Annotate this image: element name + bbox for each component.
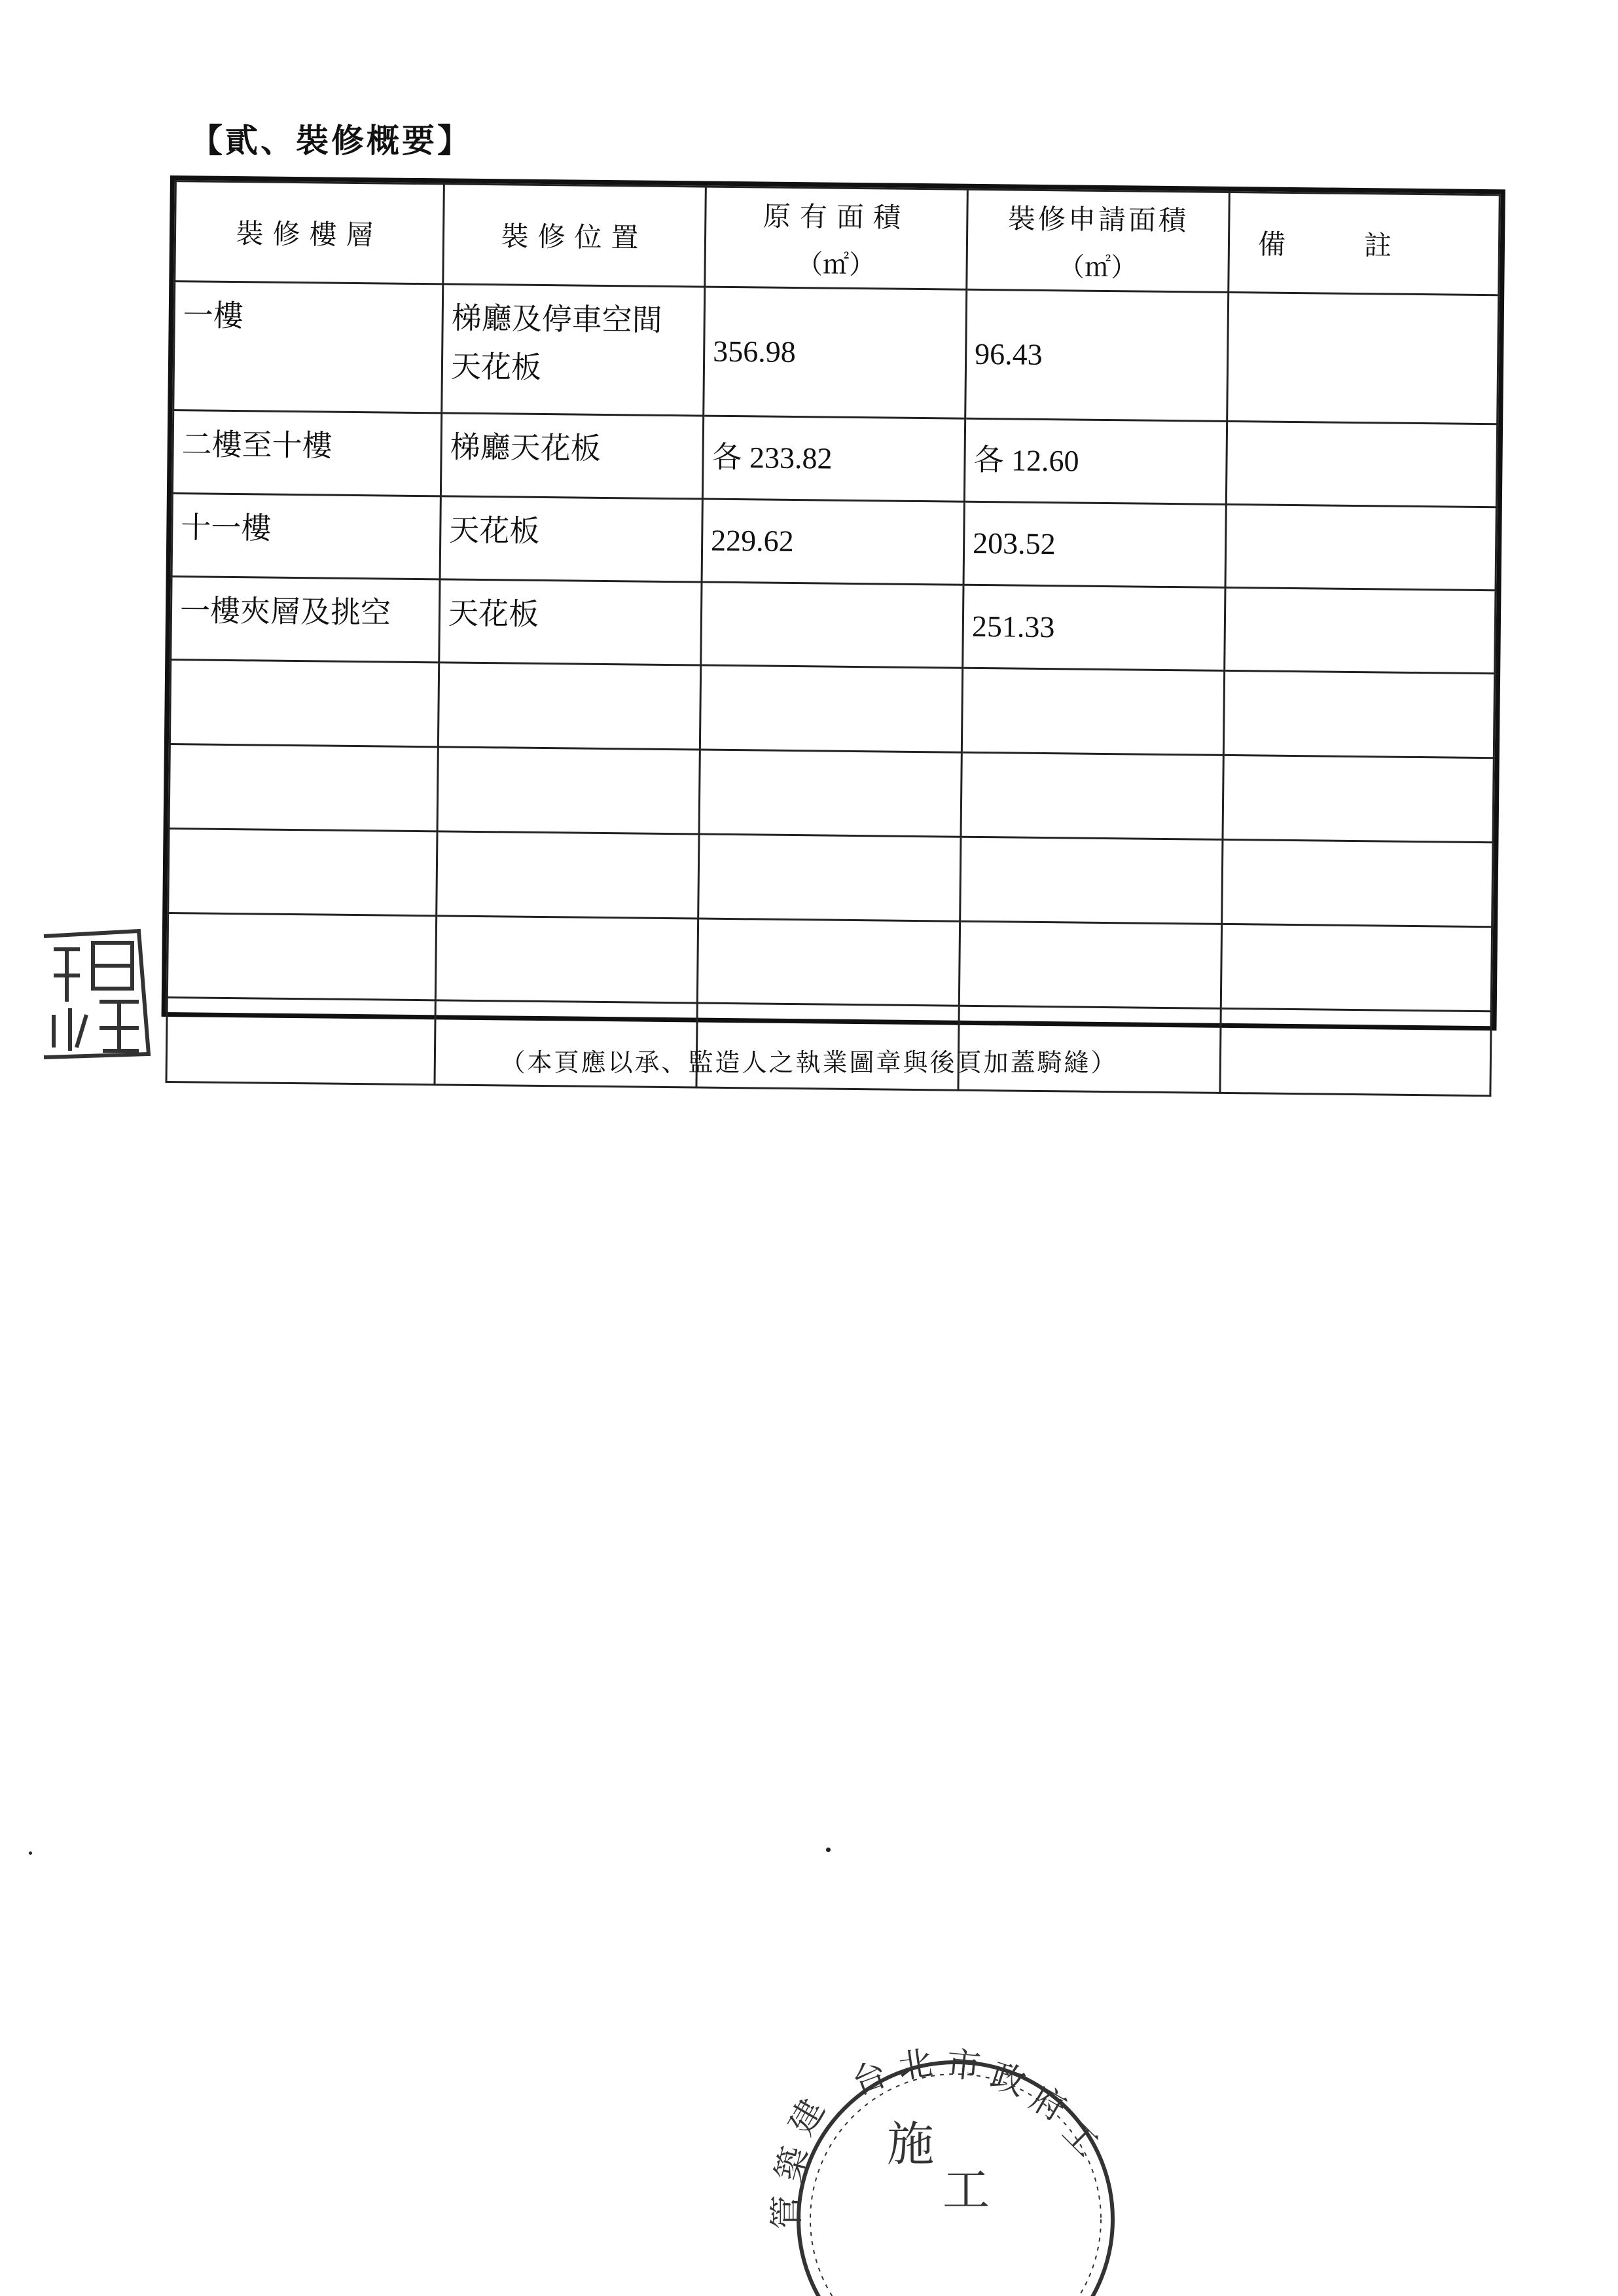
header-original-area-unit: （㎡） xyxy=(796,249,876,280)
header-floor: 裝修樓層 xyxy=(175,181,444,284)
cell-location-line: 梯廳及停車空間 xyxy=(451,300,663,338)
header-original-area xyxy=(705,187,968,289)
scan-speck xyxy=(29,1851,32,1855)
cell-location xyxy=(442,284,705,416)
svg-text:築: 築 xyxy=(768,2142,816,2186)
empty-table-row xyxy=(168,829,1493,927)
empty-cell xyxy=(961,752,1223,839)
empty-cell xyxy=(437,831,699,919)
cell-remarks xyxy=(1227,292,1499,424)
cell-floor: 二樓至十樓 xyxy=(172,410,441,496)
empty-cell xyxy=(699,750,962,837)
cell-location: 梯廳天花板 xyxy=(440,413,703,499)
empty-cell xyxy=(437,747,700,834)
cell-location: 天花板 xyxy=(439,579,702,665)
table-row xyxy=(171,577,1496,674)
svg-text:府: 府 xyxy=(1023,2078,1073,2130)
svg-text:工: 工 xyxy=(943,2162,990,2217)
svg-text:工: 工 xyxy=(1054,2112,1107,2164)
cell-remarks xyxy=(1225,587,1496,673)
scan-speck xyxy=(826,1848,831,1852)
empty-cell xyxy=(167,913,436,1000)
empty-cell xyxy=(697,919,960,1006)
header-original-area-label: 原有面積 xyxy=(763,199,910,234)
empty-cell xyxy=(959,921,1221,1008)
seam-seal-stamp xyxy=(41,923,152,1064)
header-remarks: 備註 xyxy=(1229,192,1500,295)
table-header-row xyxy=(175,181,1500,295)
cell-applied-area: 203.52 xyxy=(963,501,1226,587)
svg-text:建: 建 xyxy=(782,2092,833,2142)
empty-cell xyxy=(1222,839,1493,926)
svg-text:北: 北 xyxy=(895,2043,935,2087)
empty-cell xyxy=(960,837,1223,924)
cell-applied-area: 96.43 xyxy=(965,289,1229,421)
empty-cell xyxy=(1223,670,1494,757)
table-row xyxy=(171,494,1496,591)
header-applied-area xyxy=(967,189,1230,292)
svg-text:市: 市 xyxy=(944,2045,982,2087)
empty-cell xyxy=(170,660,439,747)
renovation-summary-table xyxy=(162,175,1505,1030)
empty-cell xyxy=(169,744,438,831)
empty-cell xyxy=(698,834,961,921)
cell-original-area: 356.98 xyxy=(704,287,967,418)
cell-floor: 一樓夾層及挑空 xyxy=(171,577,440,663)
empty-table-row xyxy=(169,744,1494,843)
cell-floor: 十一樓 xyxy=(171,494,440,579)
empty-cell xyxy=(435,916,698,1003)
svg-text:台: 台 xyxy=(846,2054,893,2104)
seal-note: （本頁應以承、監造人之執業圖章與後頁加蓋騎縫） xyxy=(500,1048,1118,1077)
empty-cell xyxy=(1221,924,1492,1011)
header-applied-area-label: 裝修申請面積 xyxy=(1007,202,1189,236)
svg-text:政: 政 xyxy=(985,2056,1030,2104)
empty-cell xyxy=(962,668,1224,755)
cell-location-line: 天花板 xyxy=(450,348,542,385)
empty-table-row xyxy=(170,660,1494,758)
cell-applied-area: 各 12.60 xyxy=(964,418,1227,504)
cell-remarks xyxy=(1226,421,1497,507)
empty-cell xyxy=(700,665,962,752)
table-row xyxy=(172,410,1497,507)
cell-original-area: 229.62 xyxy=(702,499,964,585)
header-applied-area-unit: （㎡） xyxy=(1058,251,1138,283)
cell-applied-area: 251.33 xyxy=(963,585,1225,670)
empty-cell xyxy=(168,829,437,916)
section-title: 【貳、裝修概要】 xyxy=(190,121,473,160)
svg-text:管: 管 xyxy=(768,2195,807,2229)
empty-cell xyxy=(438,663,700,750)
cell-floor: 一樓 xyxy=(173,282,443,413)
empty-table-row xyxy=(167,913,1492,1011)
table-row xyxy=(173,282,1499,424)
empty-cell xyxy=(1223,755,1494,842)
cell-location: 天花板 xyxy=(440,496,702,582)
cell-remarks xyxy=(1225,504,1496,590)
header-location: 裝修位置 xyxy=(443,184,706,287)
svg-text:施: 施 xyxy=(887,2117,935,2172)
cell-original-area: 各 233.82 xyxy=(702,416,965,501)
cell-original-area xyxy=(701,582,963,668)
official-round-seal-stamp xyxy=(759,2023,1107,2296)
